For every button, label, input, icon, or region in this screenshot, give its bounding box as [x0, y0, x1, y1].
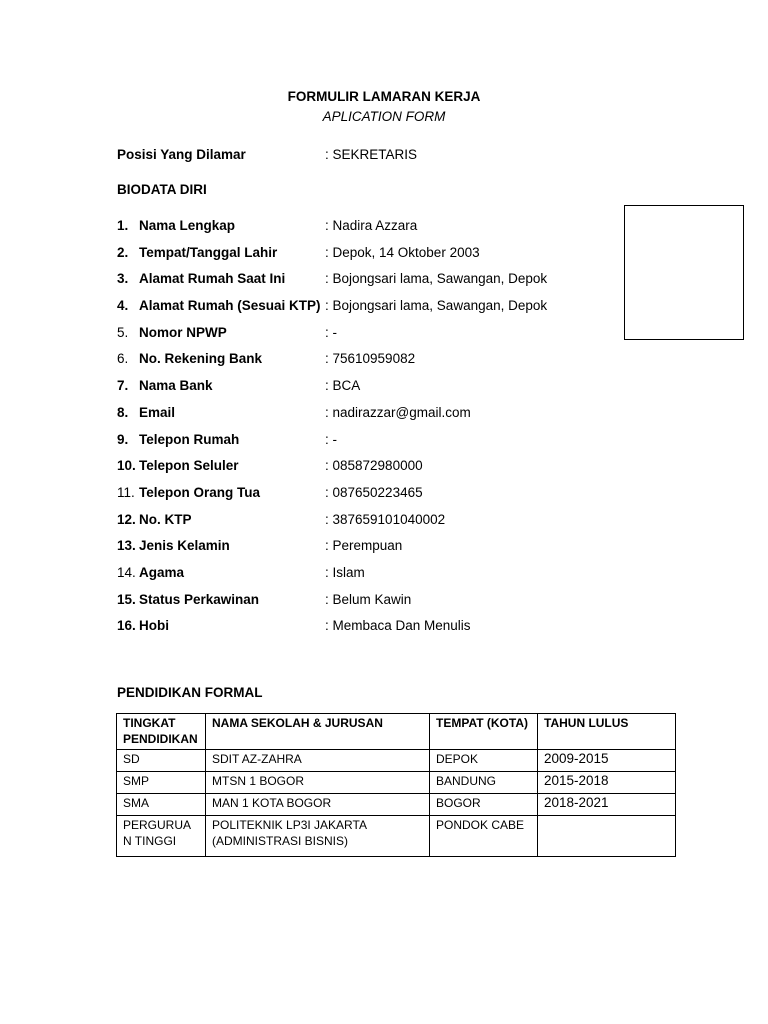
table-row	[117, 794, 676, 816]
item-value: : Membaca Dan Menulis	[325, 618, 471, 634]
table-cell: 2015-2018	[538, 772, 676, 794]
column-header: TINGKAT PENDIDIKAN	[117, 714, 206, 750]
biodata-item	[117, 245, 617, 272]
item-number: 14.	[117, 564, 136, 580]
table-cell	[538, 816, 676, 857]
item-label: Tempat/Tanggal Lahir	[139, 244, 278, 260]
column-header: TAHUN LULUS	[538, 714, 676, 750]
form-subtitle: APLICATION FORM	[322, 109, 446, 124]
biodata-item	[117, 432, 617, 459]
item-value: : 387659101040002	[325, 511, 446, 527]
table-cell: SDIT AZ-ZAHRA	[206, 750, 430, 772]
item-label: Hobi	[139, 618, 169, 634]
item-label: Telepon Rumah	[139, 431, 240, 447]
biodata-item	[117, 458, 617, 485]
item-number: 13.	[117, 538, 136, 554]
biodata-item	[117, 325, 617, 352]
biodata-item	[117, 298, 617, 325]
table-cell: POLITEKNIK LP3I JAKARTA (ADMINISTRASI BISNIS)	[206, 816, 430, 857]
item-number: 12.	[117, 511, 136, 527]
education-table	[116, 713, 676, 857]
table-row	[117, 816, 676, 857]
item-label: No. KTP	[139, 511, 192, 527]
item-number: 9.	[117, 431, 129, 447]
table-cell: PERGURUAN TINGGI	[117, 816, 206, 857]
item-number: 5.	[117, 324, 129, 340]
item-value: : Belum Kawin	[325, 591, 412, 607]
table-header-row	[117, 714, 676, 750]
item-value: : Nadira Azzara	[325, 218, 418, 233]
item-number: 1.	[117, 218, 129, 233]
table-cell: BANDUNG	[430, 772, 538, 794]
item-label: Telepon Seluler	[139, 458, 239, 474]
item-label: Nama Bank	[139, 378, 213, 394]
item-label: Nomor NPWP	[139, 324, 227, 340]
item-value: : Perempuan	[325, 538, 403, 554]
form-title: FORMULIR LAMARAN KERJA	[287, 89, 481, 104]
table-cell: MTSN 1 BOGOR	[206, 772, 430, 794]
biodata-heading: BIODATA DIRI	[117, 182, 207, 197]
posisi-label: Posisi Yang Dilamar	[117, 147, 246, 162]
table-cell: BOGOR	[430, 794, 538, 816]
posisi-row	[117, 147, 677, 165]
table-cell: SMP	[117, 772, 206, 794]
item-number: 8.	[117, 404, 129, 420]
item-number: 15.	[117, 591, 136, 607]
item-value: : Islam	[325, 564, 365, 580]
column-header: NAMA SEKOLAH & JURUSAN	[206, 714, 430, 750]
table-cell: SD	[117, 750, 206, 772]
item-number: 2.	[117, 244, 129, 260]
biodata-item	[117, 592, 617, 619]
item-number: 11.	[117, 484, 135, 500]
item-number: 7.	[117, 378, 129, 394]
item-value: : Bojongsari lama, Sawangan, Depok	[325, 271, 548, 287]
biodata-item	[117, 271, 617, 298]
item-number: 4.	[117, 298, 129, 314]
table-row	[117, 750, 676, 772]
table-cell: 2009-2015	[538, 750, 676, 772]
biodata-item	[117, 538, 617, 565]
item-value: : -	[325, 431, 337, 447]
item-label: Telepon Orang Tua	[139, 484, 261, 500]
item-value: : Depok, 14 Oktober 2003	[325, 244, 480, 260]
table-cell: PONDOK CABE	[430, 816, 538, 857]
item-label: No. Rekening Bank	[139, 351, 263, 367]
item-label: Alamat Rumah (Sesuai KTP)	[139, 298, 321, 314]
item-label: Alamat Rumah Saat Ini	[139, 271, 286, 287]
biodata-item	[117, 218, 617, 245]
item-label: Jenis Kelamin	[139, 538, 230, 554]
table-cell: 2018-2021	[538, 794, 676, 816]
item-value: : BCA	[325, 378, 361, 394]
item-label: Email	[139, 404, 176, 420]
item-number: 16.	[117, 618, 136, 634]
item-number: 3.	[117, 271, 129, 287]
item-value: : -	[325, 324, 337, 340]
posisi-value: : SEKRETARIS	[325, 147, 418, 162]
item-value: : 085872980000	[325, 458, 423, 474]
column-header: TEMPAT (KOTA)	[430, 714, 538, 750]
biodata-item	[117, 565, 617, 592]
biodata-item	[117, 512, 617, 539]
biodata-list	[117, 218, 617, 645]
table-row	[117, 772, 676, 794]
item-value: : nadirazzar@gmail.com	[325, 404, 471, 420]
item-label: Agama	[139, 564, 185, 580]
biodata-item	[117, 405, 617, 432]
biodata-item	[117, 378, 617, 405]
item-value: : 75610959082	[325, 351, 416, 367]
item-value: : 087650223465	[325, 484, 423, 500]
table-cell: DEPOK	[430, 750, 538, 772]
biodata-item	[117, 351, 617, 378]
table-cell: MAN 1 KOTA BOGOR	[206, 794, 430, 816]
pendidikan-heading: PENDIDIKAN FORMAL	[117, 685, 263, 700]
item-label: Status Perkawinan	[139, 591, 260, 607]
item-label: Nama Lengkap	[139, 218, 236, 233]
item-number: 10.	[117, 458, 136, 474]
biodata-item	[117, 485, 617, 512]
table-cell: SMA	[117, 794, 206, 816]
biodata-item	[117, 618, 617, 645]
photo-placeholder	[624, 205, 744, 340]
item-number: 6.	[117, 351, 129, 367]
item-value: : Bojongsari lama, Sawangan, Depok	[325, 298, 548, 314]
